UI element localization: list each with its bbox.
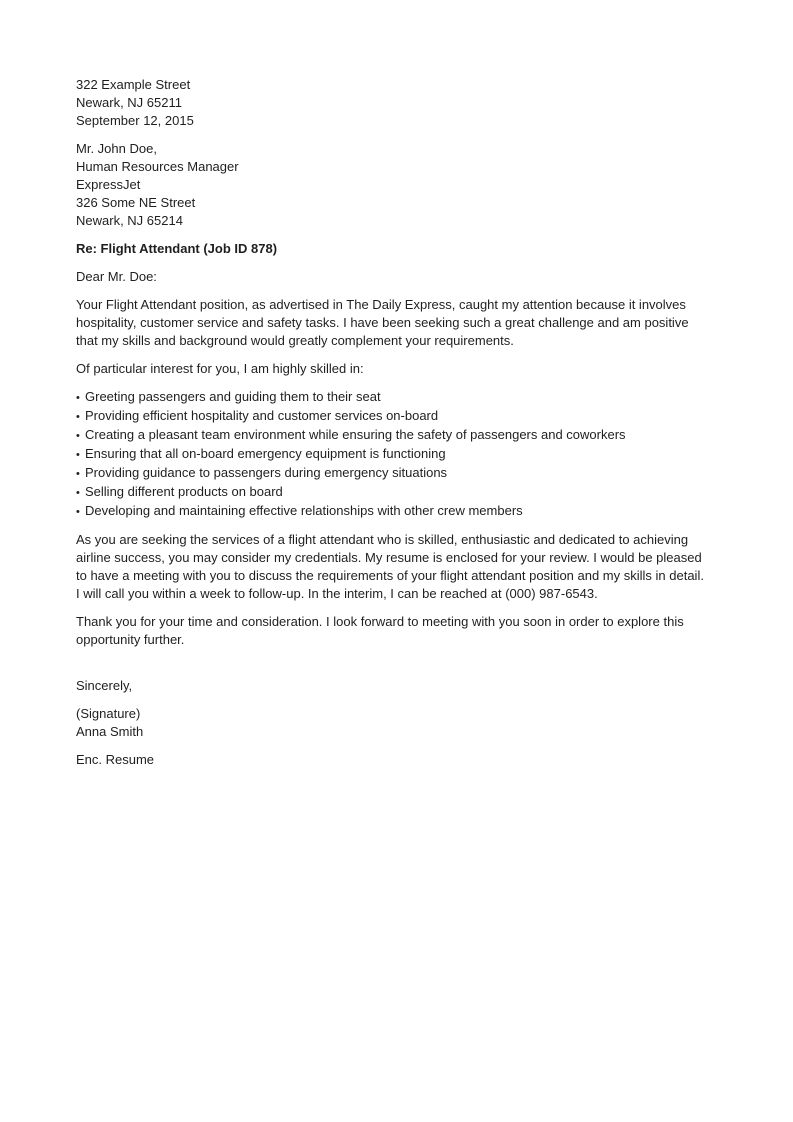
pitch-paragraph xyxy=(76,531,726,603)
letter-date: September 12, 2015 xyxy=(76,113,194,128)
skill-text: Creating a pleasant team environment while ensuring the safety of passengers and coworkers xyxy=(85,427,626,442)
thanks-paragraph xyxy=(76,613,726,649)
pitch-line: to have a meeting with you to discuss the requirements of your flight attendant position and my skills in detail. xyxy=(76,568,704,583)
sender-city: Newark, NJ 65211 xyxy=(76,95,182,110)
enclosure-note: Enc. Resume xyxy=(76,752,155,767)
sender-address xyxy=(76,76,726,130)
list-item xyxy=(76,407,726,426)
intro-paragraph xyxy=(76,296,726,350)
thanks-line: Thank you for your time and consideration. I look forward to meeting with you soon in order to explore this xyxy=(76,614,684,629)
intro-line: hospitality, customer service and safety tasks. I have been seeking such a great challenge and am positive xyxy=(76,315,689,330)
list-item xyxy=(76,502,726,521)
bullet-icon: • xyxy=(76,392,80,404)
skill-text: Ensuring that all on-board emergency equipment is functioning xyxy=(85,446,446,461)
bullet-icon: • xyxy=(76,468,80,480)
list-item xyxy=(76,388,726,407)
salutation: Dear Mr. Doe: xyxy=(76,269,157,284)
intro-line: that my skills and background would greatly complement your requirements. xyxy=(76,333,514,348)
recipient-company: ExpressJet xyxy=(76,177,141,192)
sender-street: 322 Example Street xyxy=(76,77,191,92)
subject-line: Re: Flight Attendant (Job ID 878) xyxy=(76,241,278,256)
bullet-icon: • xyxy=(76,411,80,423)
signature-placeholder: (Signature) xyxy=(76,706,141,721)
bullet-icon: • xyxy=(76,506,80,518)
list-item xyxy=(76,464,726,483)
bullet-icon: • xyxy=(76,449,80,461)
bullet-icon: • xyxy=(76,430,80,442)
pitch-line: I will call you within a week to follow-up. In the interim, I can be reached at (000) 987-6543. xyxy=(76,586,598,601)
letter-page xyxy=(76,76,726,769)
recipient-address xyxy=(76,140,726,230)
intro-line: Your Flight Attendant position, as advertised in The Daily Express, caught my attention because it involves xyxy=(76,297,686,312)
bullet-icon: • xyxy=(76,487,80,499)
list-item xyxy=(76,483,726,502)
recipient-street: 326 Some NE Street xyxy=(76,195,196,210)
recipient-title: Human Resources Manager xyxy=(76,159,239,174)
skills-list xyxy=(76,388,726,521)
list-item xyxy=(76,426,726,445)
skill-text: Developing and maintaining effective relationships with other crew members xyxy=(85,503,523,518)
signer-name: Anna Smith xyxy=(76,724,144,739)
signature-block xyxy=(76,705,726,741)
skill-text: Greeting passengers and guiding them to their seat xyxy=(85,389,381,404)
recipient-name: Mr. John Doe, xyxy=(76,141,157,156)
closing: Sincerely, xyxy=(76,678,133,693)
skills-lead: Of particular interest for you, I am highly skilled in: xyxy=(76,361,364,376)
skill-text: Providing guidance to passengers during emergency situations xyxy=(85,465,448,480)
recipient-city: Newark, NJ 65214 xyxy=(76,213,183,228)
thanks-line: opportunity further. xyxy=(76,632,185,647)
skill-text: Providing efficient hospitality and customer services on-board xyxy=(85,408,439,423)
pitch-line: As you are seeking the services of a flight attendant who is skilled, enthusiastic and dedicated to achieving xyxy=(76,532,689,547)
pitch-line: airline success, you may consider my credentials. My resume is enclosed for your review. I would be pleased xyxy=(76,550,702,565)
list-item xyxy=(76,445,726,464)
skill-text: Selling different products on board xyxy=(85,484,283,499)
